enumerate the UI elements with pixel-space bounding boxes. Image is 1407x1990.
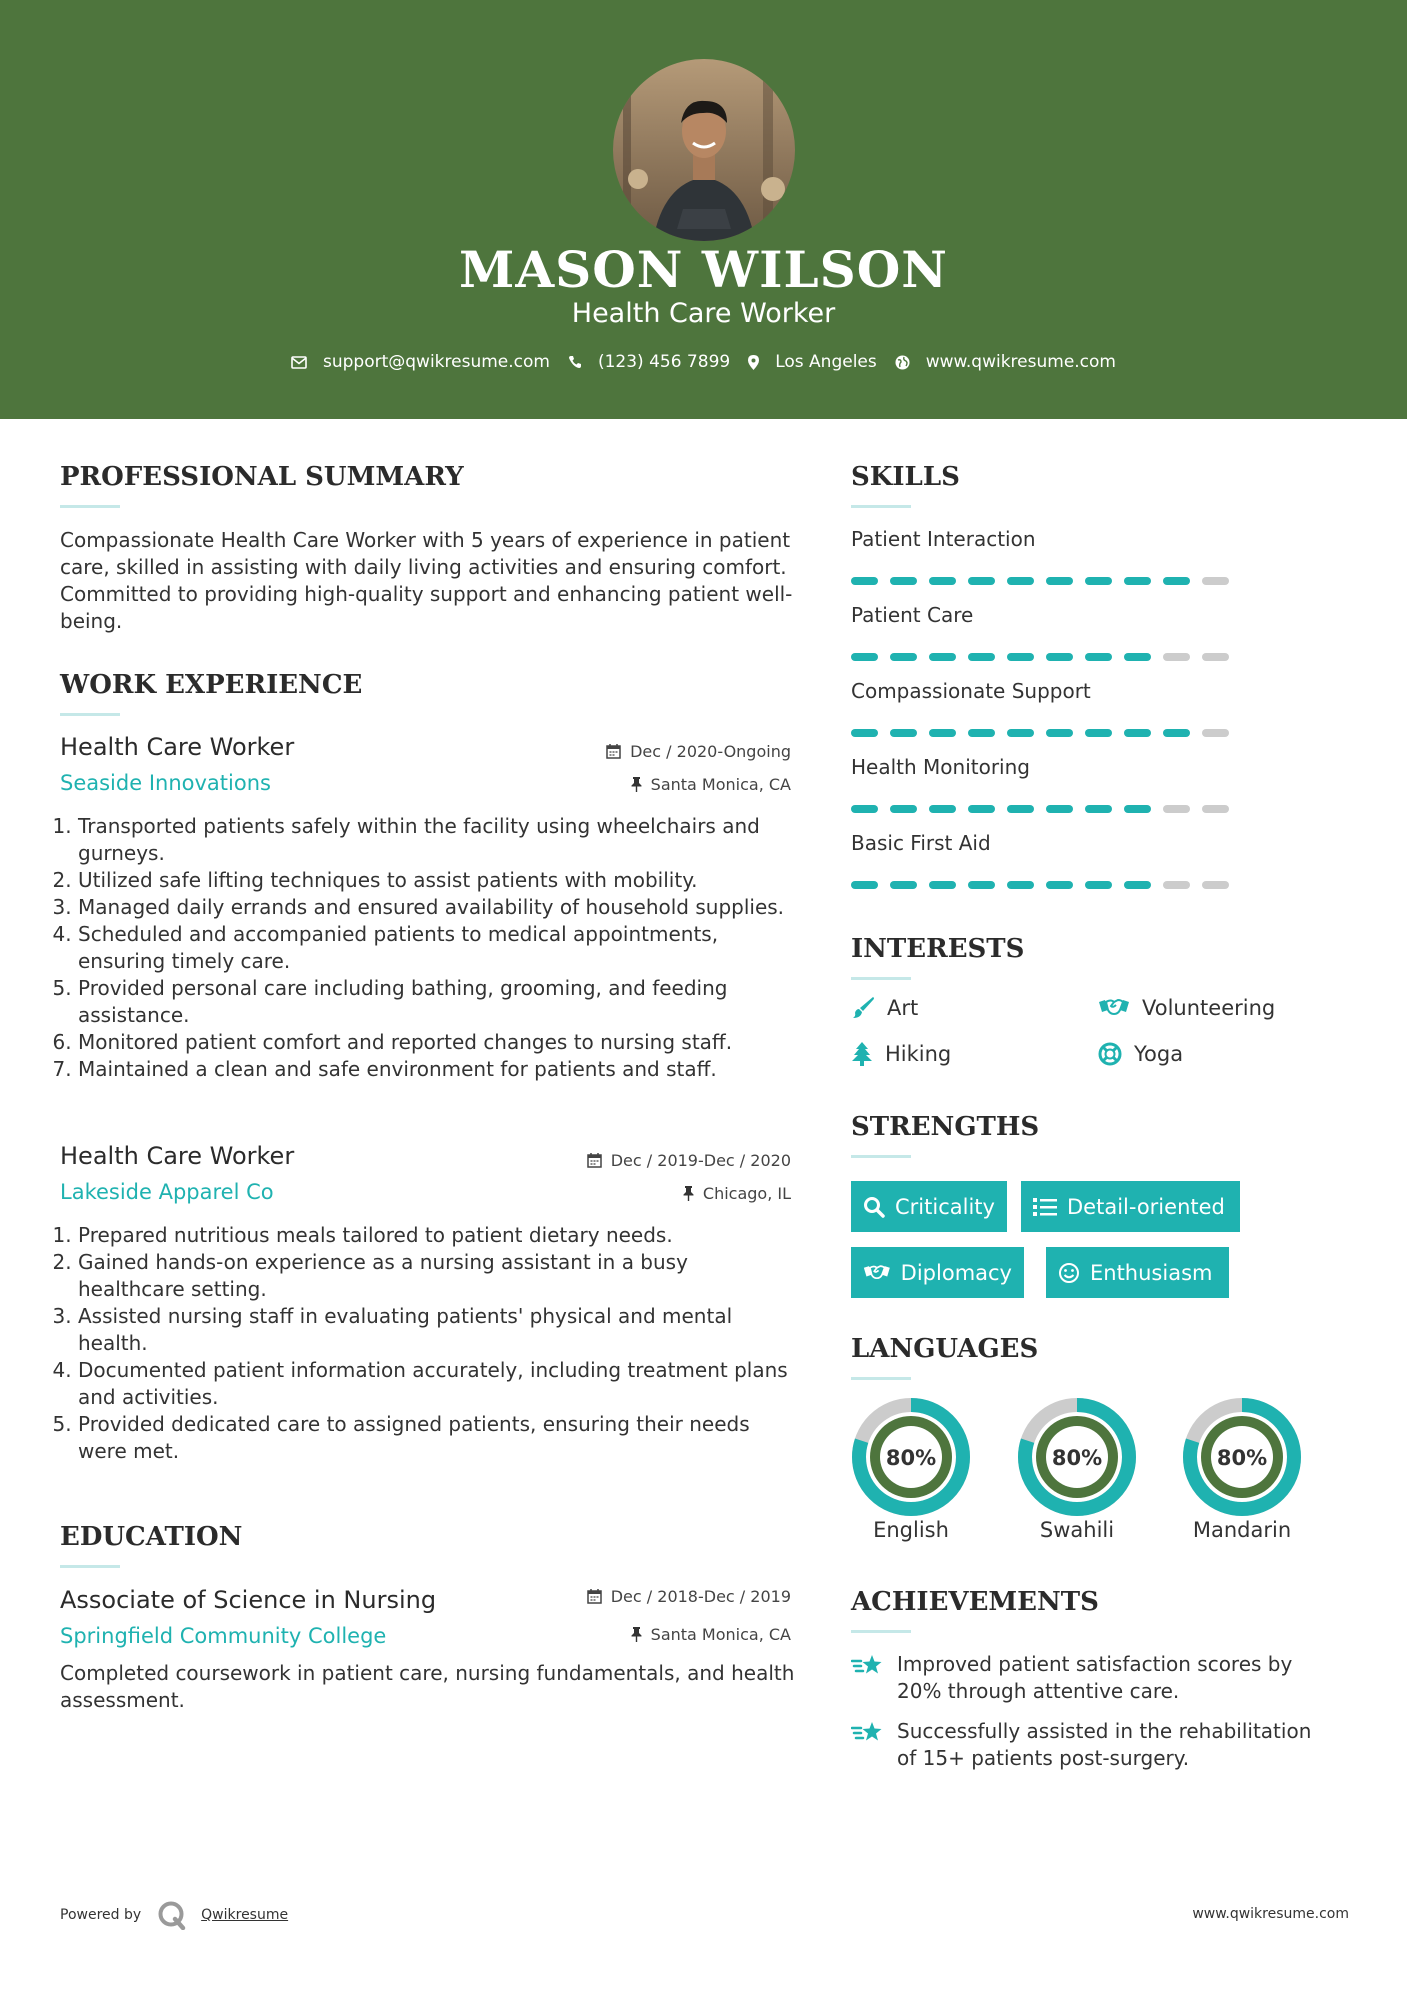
achievements-heading-rule xyxy=(851,1630,911,1633)
job-1-location-text: Santa Monica, CA xyxy=(650,775,791,794)
contact-website[interactable] xyxy=(895,352,1116,372)
skill-rating-dot xyxy=(1046,577,1073,585)
language-ring-chart xyxy=(1181,1396,1303,1518)
language-ring-chart xyxy=(850,1396,972,1518)
language-name: Mandarin xyxy=(1192,1518,1292,1542)
handshake-icon xyxy=(1098,997,1130,1019)
skill-rating xyxy=(851,653,1241,661)
education-description: Completed coursework in patient care, nursing fundamentals, and health assessment. xyxy=(60,1661,795,1712)
skill-rating-dot xyxy=(890,881,917,889)
skill-rating-dot xyxy=(929,729,956,737)
education-date xyxy=(480,1587,791,1606)
map-pin-icon xyxy=(748,355,759,370)
interest-yoga xyxy=(1098,1042,1183,1066)
skill-rating-dot xyxy=(851,881,878,889)
strength-enthusiasm xyxy=(1046,1247,1229,1298)
job-1-company: Seaside Innovations xyxy=(60,771,271,795)
skills-heading: SKILLS xyxy=(851,462,960,492)
skill-rating-dot xyxy=(1202,577,1229,585)
skill-rating-dot xyxy=(1085,729,1112,737)
language-ring-chart xyxy=(1016,1396,1138,1518)
skill-rating-dot xyxy=(1202,805,1229,813)
tree-icon xyxy=(851,1042,873,1066)
achievement-item xyxy=(851,1718,1331,1772)
qwikresume-link[interactable]: Qwikresume xyxy=(201,1907,289,1923)
job-2-company: Lakeside Apparel Co xyxy=(60,1180,274,1204)
experience-heading-rule xyxy=(60,713,120,716)
skill-rating-dot xyxy=(1124,805,1151,813)
candidate-role: Health Care Worker xyxy=(571,298,836,329)
strength-label: Diplomacy xyxy=(900,1260,1012,1285)
paintbrush-icon xyxy=(851,996,875,1020)
strengths-heading: STRENGTHS xyxy=(851,1112,1040,1142)
language-percent: 80% xyxy=(1051,1446,1103,1470)
skill-rating-dot xyxy=(968,729,995,737)
interests-heading-rule xyxy=(851,977,911,980)
interest-label: Volunteering xyxy=(1142,996,1276,1020)
education-school: Springfield Community College xyxy=(60,1624,387,1648)
skill-rating-dot xyxy=(929,805,956,813)
skill-rating-dot xyxy=(1085,805,1112,813)
lifering-icon xyxy=(1098,1042,1122,1066)
skill-rating-dot xyxy=(1007,577,1034,585)
skill-rating-dot xyxy=(1085,577,1112,585)
list-item: 2. Gained hands-on experience as a nursing assistant in a busy healthcare setting. xyxy=(78,1249,800,1303)
language-percent: 80% xyxy=(1216,1446,1268,1470)
skill-rating-dot xyxy=(1124,577,1151,585)
education-location-text: Santa Monica, CA xyxy=(650,1625,791,1644)
skill-rating-dot xyxy=(890,729,917,737)
skill-rating-dot xyxy=(1163,577,1190,585)
skill-rating-dot xyxy=(968,653,995,661)
skill-rating xyxy=(851,805,1241,813)
skill-rating-dot xyxy=(1046,805,1073,813)
envelope-icon xyxy=(291,356,307,369)
list-item: 4. Documented patient information accurately, including treatment plans and activities. xyxy=(78,1357,800,1411)
skill-rating-dot xyxy=(851,653,878,661)
skill-rating-dot xyxy=(1007,805,1034,813)
interest-label: Hiking xyxy=(885,1042,952,1066)
skill-label: Compassionate Support xyxy=(851,679,1091,703)
strength-label: Criticality xyxy=(895,1194,995,1219)
list-item: 5. Provided dedicated care to assigned patients, ensuring their needs were met. xyxy=(78,1411,800,1465)
contact-location xyxy=(748,352,877,372)
job-2-title: Health Care Worker xyxy=(60,1142,295,1170)
skill-label: Health Monitoring xyxy=(851,755,1030,779)
job-2-date-text: Dec / 2019-Dec / 2020 xyxy=(610,1151,791,1170)
language-ring xyxy=(850,1396,972,1522)
interest-art xyxy=(851,996,918,1020)
interest-hiking xyxy=(851,1042,951,1066)
skill-label: Patient Care xyxy=(851,603,974,627)
handshake-icon xyxy=(863,1262,891,1284)
footer-website[interactable]: www.qwikresume.com xyxy=(1192,1906,1349,1922)
skill-rating-dot xyxy=(929,653,956,661)
skill-rating-dot xyxy=(1124,653,1151,661)
profile-photo xyxy=(613,59,795,241)
skill-rating-dot xyxy=(1007,729,1034,737)
job-2-date xyxy=(480,1151,791,1170)
strength-criticality xyxy=(851,1181,1007,1232)
interest-volunteering xyxy=(1098,996,1275,1020)
skill-rating-dot xyxy=(1007,653,1034,661)
skill-rating-dot xyxy=(1202,653,1229,661)
job-1-location xyxy=(480,775,791,794)
smile-icon xyxy=(1058,1262,1080,1284)
skill-rating-dot xyxy=(1046,729,1073,737)
pushpin-icon xyxy=(631,777,642,792)
skill-rating-dot xyxy=(1046,653,1073,661)
skill-rating-dot xyxy=(929,577,956,585)
contact-phone[interactable] xyxy=(568,352,730,372)
languages-heading: LANGUAGES xyxy=(851,1334,1039,1364)
job-2-location xyxy=(480,1184,791,1203)
skill-rating xyxy=(851,729,1241,737)
skill-rating-dot xyxy=(851,729,878,737)
website-text: www.qwikresume.com xyxy=(925,352,1116,372)
achievement-item xyxy=(851,1651,1331,1705)
skill-rating-dot xyxy=(890,577,917,585)
language-name: English xyxy=(873,1518,949,1542)
calendar-icon xyxy=(606,744,621,759)
candidate-name: MASON WILSON xyxy=(459,240,948,299)
skill-rating-dot xyxy=(1163,805,1190,813)
list-item: 3. Managed daily errands and ensured availability of household supplies. xyxy=(78,894,800,921)
skill-rating-dot xyxy=(1085,653,1112,661)
strength-label: Enthusiasm xyxy=(1090,1260,1213,1285)
language-ring xyxy=(1181,1396,1303,1522)
interests-heading: INTERESTS xyxy=(851,934,1025,964)
skill-rating-dot xyxy=(1163,729,1190,737)
pushpin-icon xyxy=(631,1627,642,1642)
skill-rating-dot xyxy=(929,881,956,889)
language-name: Swahili xyxy=(1039,1518,1115,1542)
strength-diplomacy xyxy=(851,1247,1024,1298)
language-percent: 80% xyxy=(885,1446,937,1470)
job-1-responsibilities xyxy=(60,813,800,1083)
education-location xyxy=(480,1625,791,1644)
skill-rating xyxy=(851,577,1241,585)
calendar-icon xyxy=(587,1153,602,1168)
education-heading: EDUCATION xyxy=(60,1522,243,1552)
education-date-text: Dec / 2018-Dec / 2019 xyxy=(610,1587,791,1606)
achievement-text: Successfully assisted in the rehabilitation of 15+ patients post-surgery. xyxy=(897,1719,1312,1770)
skill-rating-dot xyxy=(1163,653,1190,661)
list-item: 1. Transported patients safely within the facility using wheelchairs and gurneys. xyxy=(78,813,800,867)
education-heading-rule xyxy=(60,1565,120,1568)
skill-rating-dot xyxy=(1007,881,1034,889)
phone-text: (123) 456 7899 xyxy=(597,352,731,372)
qwikresume-logo-icon xyxy=(157,1900,187,1930)
job-1-title: Health Care Worker xyxy=(60,733,295,761)
globe-icon xyxy=(895,355,910,370)
skill-rating-dot xyxy=(968,881,995,889)
education-degree: Associate of Science in Nursing xyxy=(60,1586,437,1614)
phone-icon xyxy=(568,355,582,369)
skill-rating-dot xyxy=(1202,729,1229,737)
strengths-heading-rule xyxy=(851,1155,911,1158)
list-item: 4. Scheduled and accompanied patients to medical appointments, ensuring timely care. xyxy=(78,921,800,975)
summary-heading-rule xyxy=(60,505,120,508)
interest-label: Art xyxy=(887,996,919,1020)
job-2-location-text: Chicago, IL xyxy=(702,1184,791,1203)
experience-heading: WORK EXPERIENCE xyxy=(60,670,363,700)
list-item: 7. Maintained a clean and safe environment for patients and staff. xyxy=(78,1056,800,1083)
achievements-heading: ACHIEVEMENTS xyxy=(851,1587,1099,1617)
skill-rating-dot xyxy=(1046,881,1073,889)
job-2-responsibilities xyxy=(60,1222,800,1465)
skill-rating-dot xyxy=(1124,729,1151,737)
shooting-star-icon xyxy=(851,1653,885,1679)
contact-email[interactable] xyxy=(291,352,550,372)
contact-bar xyxy=(0,352,1407,372)
skill-label: Patient Interaction xyxy=(851,527,1036,551)
shooting-star-icon xyxy=(851,1720,885,1746)
list-item: 5. Provided personal care including bathing, grooming, and feeding assistance. xyxy=(78,975,800,1029)
strength-label: Detail-oriented xyxy=(1067,1194,1225,1219)
skill-rating-dot xyxy=(1085,881,1112,889)
powered-by-label: Powered by xyxy=(60,1907,142,1923)
job-1-date-text: Dec / 2020-Ongoing xyxy=(630,742,791,761)
calendar-icon xyxy=(587,1589,602,1604)
skill-rating-dot xyxy=(890,653,917,661)
strength-detail-oriented xyxy=(1021,1181,1240,1232)
skill-rating-dot xyxy=(851,577,878,585)
skill-rating-dot xyxy=(968,577,995,585)
pushpin-icon xyxy=(683,1186,694,1201)
skill-rating-dot xyxy=(890,805,917,813)
language-ring xyxy=(1016,1396,1138,1522)
achievement-text: Improved patient satisfaction scores by 20% through attentive care. xyxy=(897,1652,1293,1703)
resume-header xyxy=(0,0,1407,419)
list-item: 6. Monitored patient comfort and reported changes to nursing staff. xyxy=(78,1029,800,1056)
footer-powered-by xyxy=(60,1900,288,1930)
skill-rating-dot xyxy=(1124,881,1151,889)
location-text: Los Angeles xyxy=(775,352,877,372)
skill-label: Basic First Aid xyxy=(851,831,991,855)
list-icon xyxy=(1033,1197,1057,1217)
skill-rating-dot xyxy=(968,805,995,813)
skills-heading-rule xyxy=(851,505,911,508)
list-item: 1. Prepared nutritious meals tailored to patient dietary needs. xyxy=(78,1222,800,1249)
skill-rating-dot xyxy=(851,805,878,813)
summary-text: Compassionate Health Care Worker with 5 years of experience in patient care, skilled in assisting with daily living activities and ensuring comfort. Committed to providing high-quality support and enhancing patient well-being. xyxy=(60,528,793,633)
summary-heading: PROFESSIONAL SUMMARY xyxy=(60,462,464,492)
languages-heading-rule xyxy=(851,1377,911,1380)
skill-rating-dot xyxy=(1163,881,1190,889)
email-text: support@qwikresume.com xyxy=(323,352,550,372)
interest-label: Yoga xyxy=(1134,1042,1184,1066)
list-item: 2. Utilized safe lifting techniques to assist patients with mobility. xyxy=(78,867,800,894)
search-icon xyxy=(863,1196,885,1218)
skill-rating-dot xyxy=(1202,881,1229,889)
list-item: 3. Assisted nursing staff in evaluating patients' physical and mental health. xyxy=(78,1303,800,1357)
job-1-date xyxy=(480,742,791,761)
skill-rating xyxy=(851,881,1241,889)
